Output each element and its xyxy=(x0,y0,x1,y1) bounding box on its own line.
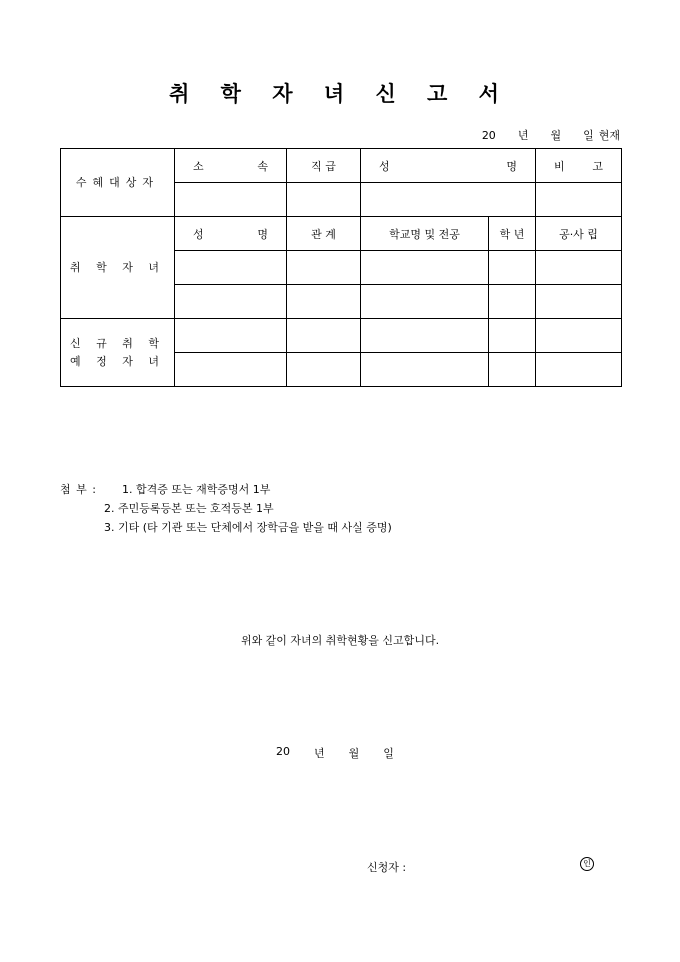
seal-icon: 인 xyxy=(580,857,594,871)
date-year-prefix: 20 xyxy=(276,745,290,758)
rank-cell[interactable] xyxy=(287,183,361,217)
child-name-cell[interactable] xyxy=(175,251,287,285)
children-header-row xyxy=(61,217,622,251)
attachment-item: 2. 주민등록등본 또는 호적등본 1부 xyxy=(104,502,274,515)
header-affiliation: 소 속 xyxy=(175,149,287,183)
header-rank: 직 급 xyxy=(287,149,361,183)
relation-cell[interactable] xyxy=(287,319,361,353)
as-of-day: 일 xyxy=(583,129,594,142)
header-beneficiary-name: 성 명 xyxy=(361,149,536,183)
child-name-cell[interactable] xyxy=(175,285,287,319)
school-cell[interactable] xyxy=(361,353,489,387)
school-type-cell[interactable] xyxy=(536,319,622,353)
affiliation-cell[interactable] xyxy=(175,183,287,217)
school-type-cell[interactable] xyxy=(536,353,622,387)
remarks-cell[interactable] xyxy=(536,183,622,217)
school-cell[interactable] xyxy=(361,251,489,285)
page-title: 취 학 자 녀 신 고 서 xyxy=(169,81,511,106)
date-day: 일 xyxy=(383,747,394,760)
header-school-type: 공·사 립 xyxy=(536,217,622,251)
enrolled-children-label: 취 학 자 녀 xyxy=(61,217,175,319)
beneficiary-label: 수혜대상자 xyxy=(61,149,175,217)
new-enrollment-label: 신 규 취 학 예 정 자 녀 xyxy=(61,319,175,387)
grade-cell[interactable] xyxy=(489,319,536,353)
header-relation: 관 계 xyxy=(287,217,361,251)
beneficiary-header-row xyxy=(61,149,622,183)
applicant-label: 신청자 : xyxy=(367,861,407,874)
date-month: 월 xyxy=(348,747,360,760)
attachment-item: 1. 합격증 또는 재학증명서 1부 xyxy=(122,483,271,496)
child-name-cell[interactable] xyxy=(175,353,287,387)
report-table xyxy=(60,148,622,387)
relation-cell[interactable] xyxy=(287,353,361,387)
header-child-name: 성 명 xyxy=(175,217,287,251)
attachment-item: 3. 기타 (타 기관 또는 단체에서 장학금을 받을 때 사실 증명) xyxy=(104,521,392,534)
attachments-label: 첨 부 : xyxy=(60,483,97,496)
header-grade: 학 년 xyxy=(489,217,536,251)
as-of-month: 월 xyxy=(550,129,562,142)
grade-cell[interactable] xyxy=(489,251,536,285)
child-name-cell[interactable] xyxy=(175,319,287,353)
declaration-statement: 위와 같이 자녀의 취학현황을 신고합니다. xyxy=(240,634,440,647)
relation-cell[interactable] xyxy=(287,251,361,285)
school-cell[interactable] xyxy=(361,285,489,319)
header-remarks: 비 고 xyxy=(536,149,622,183)
as-of-suffix: 현재 xyxy=(598,129,620,142)
as-of-year: 년 xyxy=(517,129,529,142)
date-year: 년 xyxy=(314,747,325,760)
relation-cell[interactable] xyxy=(287,285,361,319)
table-row xyxy=(61,319,622,353)
header-school: 학교명 및 전공 xyxy=(361,217,489,251)
as-of-year-prefix: 20 xyxy=(481,129,496,142)
signing-date xyxy=(276,745,394,761)
school-cell[interactable] xyxy=(361,319,489,353)
as-of-date xyxy=(482,127,620,143)
attachments-list xyxy=(60,480,392,537)
school-type-cell[interactable] xyxy=(536,285,622,319)
school-type-cell[interactable] xyxy=(536,251,622,285)
grade-cell[interactable] xyxy=(489,285,536,319)
grade-cell[interactable] xyxy=(489,353,536,387)
beneficiary-name-cell[interactable] xyxy=(361,183,536,217)
